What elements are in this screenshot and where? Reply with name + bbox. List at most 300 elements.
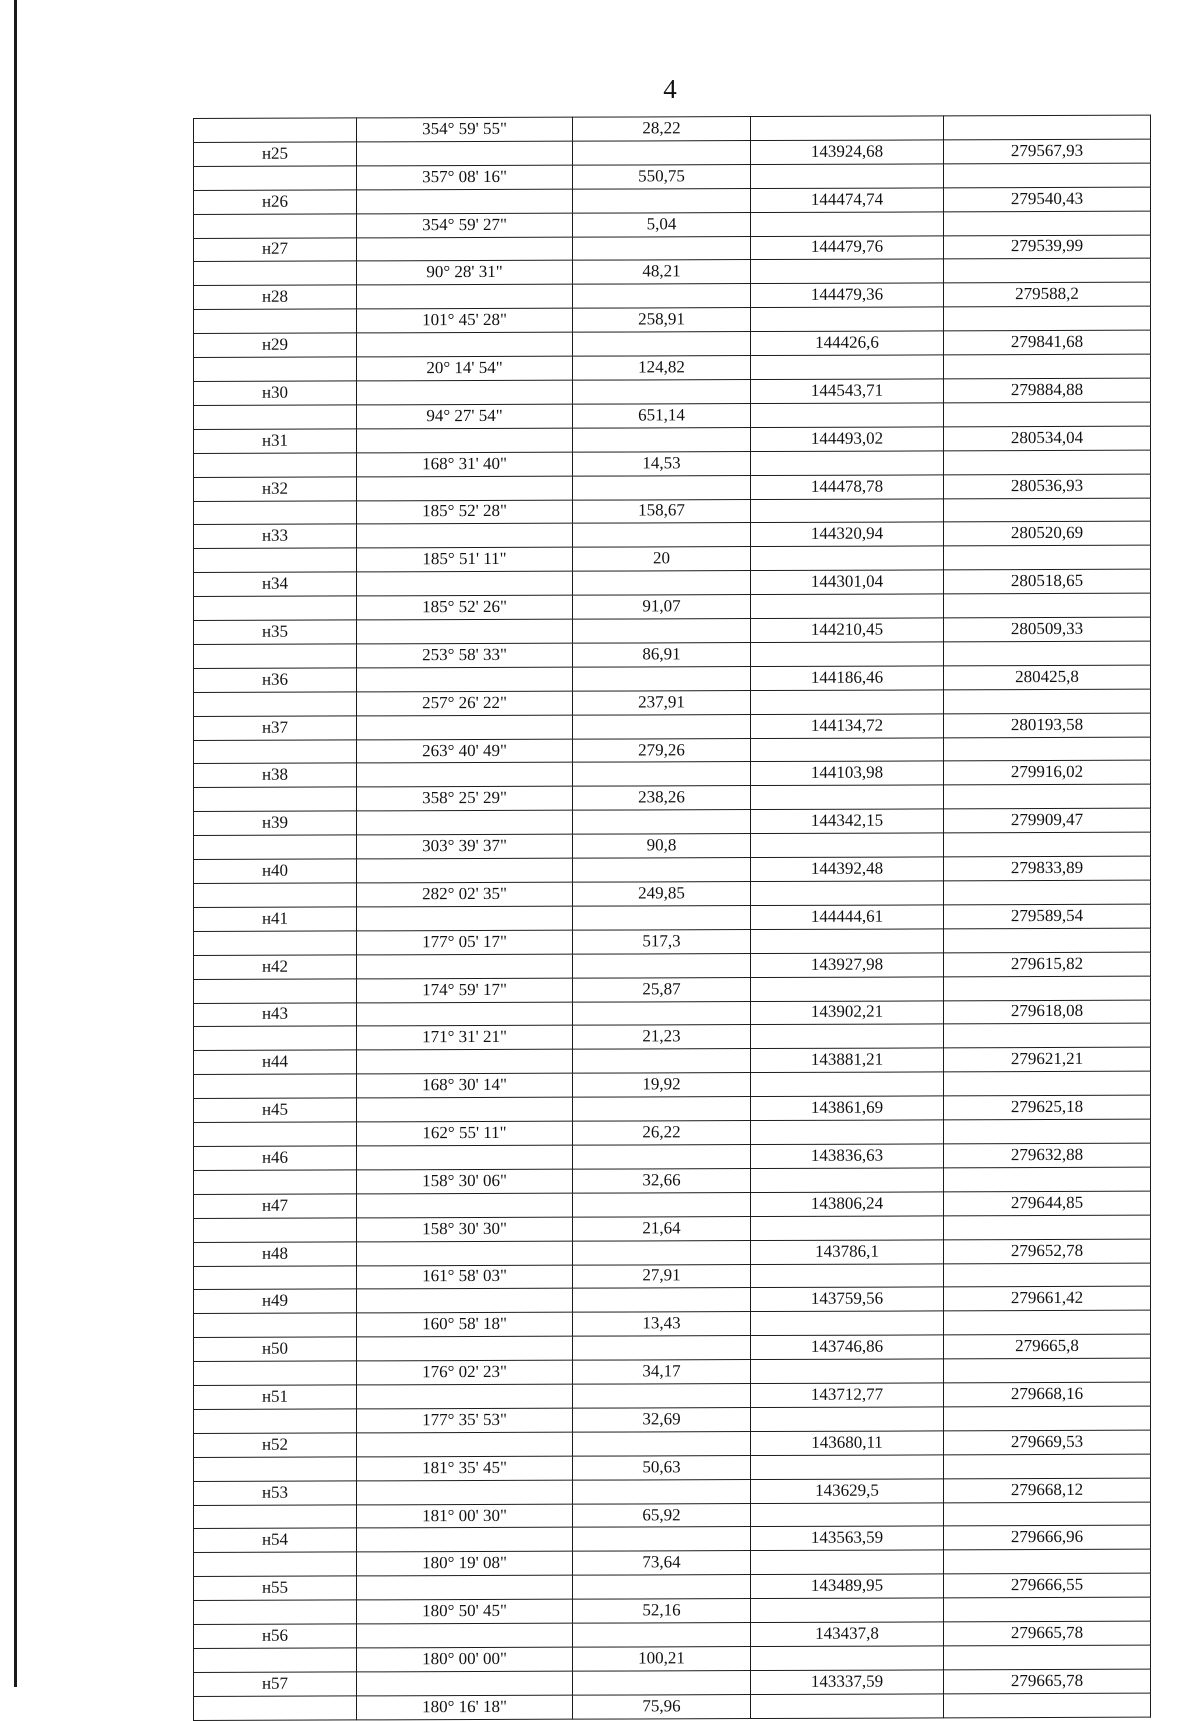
y-coordinate-cell — [944, 1358, 1151, 1383]
direction-angle-cell — [357, 428, 573, 453]
point-cell — [194, 931, 357, 955]
point-cell — [194, 548, 357, 572]
point-cell: н35 — [194, 620, 357, 644]
direction-angle-cell — [357, 141, 573, 166]
table-row — [194, 1048, 1151, 1075]
direction-angle-cell: 354° 59' 27" — [357, 213, 573, 238]
segment-length-cell: 550,75 — [573, 164, 751, 189]
table-row — [194, 1693, 1151, 1720]
x-coordinate-cell — [751, 1598, 944, 1623]
segment-length-cell — [573, 810, 751, 835]
y-coordinate-cell: 279665,78 — [944, 1669, 1151, 1694]
segment-length-cell: 32,66 — [573, 1168, 751, 1193]
direction-angle-cell — [357, 1336, 573, 1361]
point-cell — [194, 1122, 357, 1146]
segment-length-cell — [573, 619, 751, 644]
direction-angle-cell — [357, 285, 573, 310]
table-row — [194, 1310, 1151, 1337]
segment-length-cell: 124,82 — [573, 356, 751, 381]
x-coordinate-cell — [751, 1502, 944, 1527]
direction-angle-cell — [357, 1241, 573, 1266]
point-cell — [194, 309, 357, 333]
point-cell: н25 — [194, 142, 357, 166]
segment-length-cell: 279,26 — [573, 738, 751, 763]
direction-angle-cell — [357, 1671, 573, 1696]
direction-angle-cell: 158° 30' 30" — [357, 1217, 573, 1242]
x-coordinate-cell: 143629,5 — [751, 1479, 944, 1504]
segment-length-cell: 34,17 — [573, 1360, 751, 1385]
direction-angle-cell — [357, 1145, 573, 1170]
point-cell — [194, 1600, 357, 1624]
direction-angle-cell — [357, 763, 573, 788]
point-cell: н54 — [194, 1528, 357, 1552]
segment-length-cell — [573, 1623, 751, 1648]
table-row — [194, 904, 1151, 931]
y-coordinate-cell: 279539,99 — [944, 235, 1151, 260]
direction-angle-cell: 168° 31' 40" — [357, 452, 573, 477]
direction-angle-cell — [357, 1623, 573, 1648]
table-row — [194, 1215, 1151, 1242]
x-coordinate-cell — [751, 451, 944, 476]
direction-angle-cell: 177° 35' 53" — [357, 1408, 573, 1433]
direction-angle-cell: 185° 51' 11" — [357, 547, 573, 572]
x-coordinate-cell — [751, 1072, 944, 1097]
point-cell — [194, 1648, 357, 1672]
table-row — [194, 235, 1151, 262]
x-coordinate-cell — [751, 259, 944, 284]
y-coordinate-cell — [944, 498, 1151, 523]
segment-length-cell — [573, 523, 751, 548]
table-row — [194, 665, 1151, 692]
table-row — [194, 1621, 1151, 1648]
segment-length-cell: 73,64 — [573, 1551, 751, 1576]
table-row — [194, 259, 1151, 286]
table-row — [194, 1239, 1151, 1266]
point-cell: н56 — [194, 1624, 357, 1648]
x-coordinate-cell — [751, 546, 944, 571]
direction-angle-cell — [357, 715, 573, 740]
table-row — [194, 1597, 1151, 1624]
segment-length-cell: 238,26 — [573, 786, 751, 811]
table-row — [194, 1167, 1151, 1194]
point-cell: н28 — [194, 285, 357, 309]
segment-length-cell: 158,67 — [573, 499, 751, 524]
x-coordinate-cell — [751, 785, 944, 810]
segment-length-cell — [573, 1575, 751, 1600]
x-coordinate-cell: 144426,6 — [751, 331, 944, 356]
table-row — [194, 522, 1151, 549]
x-coordinate-cell — [751, 403, 944, 428]
x-coordinate-cell — [751, 116, 944, 141]
table-row — [194, 1550, 1151, 1577]
x-coordinate-cell: 143881,21 — [751, 1048, 944, 1073]
y-coordinate-cell — [944, 1406, 1151, 1431]
segment-length-cell: 50,63 — [573, 1455, 751, 1480]
y-coordinate-cell — [944, 545, 1151, 570]
x-coordinate-cell — [751, 1359, 944, 1384]
segment-length-cell — [573, 1431, 751, 1456]
y-coordinate-cell — [944, 1502, 1151, 1527]
table-row — [194, 1095, 1151, 1122]
direction-angle-cell — [357, 810, 573, 835]
point-cell — [194, 1409, 357, 1433]
y-coordinate-cell — [944, 641, 1151, 666]
y-coordinate-cell — [944, 1119, 1151, 1144]
point-cell — [194, 405, 357, 429]
x-coordinate-cell: 143861,69 — [751, 1096, 944, 1121]
table-row — [194, 1669, 1151, 1696]
point-cell: н50 — [194, 1337, 357, 1361]
direction-angle-cell: 174° 59' 17" — [357, 978, 573, 1003]
table-row — [194, 880, 1151, 907]
table-row — [194, 211, 1151, 238]
table-row — [194, 1478, 1151, 1505]
x-coordinate-cell — [751, 1407, 944, 1432]
segment-length-cell: 249,85 — [573, 882, 751, 907]
segment-length-cell — [573, 762, 751, 787]
x-coordinate-cell: 144210,45 — [751, 618, 944, 643]
point-cell — [194, 787, 357, 811]
segment-length-cell — [573, 188, 751, 213]
point-cell — [194, 214, 357, 238]
x-coordinate-cell — [751, 1694, 944, 1719]
y-coordinate-cell: 279588,2 — [944, 283, 1151, 308]
table-row — [194, 1024, 1151, 1051]
point-cell — [194, 1218, 357, 1242]
y-coordinate-cell: 279625,18 — [944, 1095, 1151, 1120]
y-coordinate-cell — [944, 450, 1151, 475]
segment-length-cell — [573, 1001, 751, 1026]
table-row — [194, 832, 1151, 859]
table-row — [194, 689, 1151, 716]
table-row — [194, 1143, 1151, 1170]
point-cell — [194, 883, 357, 907]
x-coordinate-cell — [751, 977, 944, 1002]
x-coordinate-cell — [751, 737, 944, 762]
point-cell — [194, 1457, 357, 1481]
point-cell: н52 — [194, 1433, 357, 1457]
segment-length-cell — [573, 332, 751, 357]
segment-length-cell: 48,21 — [573, 260, 751, 285]
x-coordinate-cell — [751, 1550, 944, 1575]
x-coordinate-cell: 143680,11 — [751, 1431, 944, 1456]
y-coordinate-cell — [944, 1454, 1151, 1479]
direction-angle-cell: 253° 58' 33" — [357, 643, 573, 668]
y-coordinate-cell: 279632,88 — [944, 1143, 1151, 1168]
direction-angle-cell: 162° 55' 11" — [357, 1121, 573, 1146]
table-row — [194, 354, 1151, 381]
y-coordinate-cell — [944, 976, 1151, 1001]
segment-length-cell — [573, 1192, 751, 1217]
direction-angle-cell: 176° 02' 23" — [357, 1360, 573, 1385]
direction-angle-cell — [357, 380, 573, 405]
table-row — [194, 450, 1151, 477]
table-row — [194, 498, 1151, 525]
direction-angle-cell — [357, 1384, 573, 1409]
table-row — [194, 378, 1151, 405]
point-cell: н36 — [194, 668, 357, 692]
segment-length-cell: 91,07 — [573, 595, 751, 620]
point-cell: н57 — [194, 1672, 357, 1696]
y-coordinate-cell: 279615,82 — [944, 952, 1151, 977]
point-cell: н40 — [194, 859, 357, 883]
direction-angle-cell: 181° 00' 30" — [357, 1504, 573, 1529]
x-coordinate-cell: 144479,36 — [751, 283, 944, 308]
table-row — [194, 163, 1151, 190]
direction-angle-cell — [357, 667, 573, 692]
x-coordinate-cell: 143806,24 — [751, 1192, 944, 1217]
table-row — [194, 1191, 1151, 1218]
y-coordinate-cell — [944, 1310, 1151, 1335]
segment-length-cell — [573, 1527, 751, 1552]
segment-length-cell: 32,69 — [573, 1407, 751, 1432]
segment-length-cell: 651,14 — [573, 403, 751, 428]
point-cell: н47 — [194, 1194, 357, 1218]
point-cell — [194, 1265, 357, 1289]
point-cell — [194, 692, 357, 716]
table-row — [194, 856, 1151, 883]
direction-angle-cell — [357, 906, 573, 931]
y-coordinate-cell — [944, 1550, 1151, 1575]
segment-length-cell: 237,91 — [573, 690, 751, 715]
direction-angle-cell — [357, 237, 573, 262]
y-coordinate-cell — [944, 880, 1151, 905]
y-coordinate-cell: 279909,47 — [944, 808, 1151, 833]
direction-angle-cell: 357° 08' 16" — [357, 165, 573, 190]
segment-length-cell: 5,04 — [573, 212, 751, 237]
x-coordinate-cell — [751, 212, 944, 237]
x-coordinate-cell: 143902,21 — [751, 1000, 944, 1025]
y-coordinate-cell: 280425,8 — [944, 665, 1151, 690]
point-cell — [194, 453, 357, 477]
segment-length-cell — [573, 1145, 751, 1170]
point-cell: н45 — [194, 1098, 357, 1122]
y-coordinate-cell: 280193,58 — [944, 713, 1151, 738]
y-coordinate-cell — [944, 163, 1151, 188]
segment-length-cell: 258,91 — [573, 308, 751, 333]
table-row — [194, 952, 1151, 979]
segment-length-cell — [573, 284, 751, 309]
direction-angle-cell: 171° 31' 21" — [357, 1026, 573, 1051]
direction-angle-cell — [357, 1432, 573, 1457]
table-row — [194, 1000, 1151, 1027]
y-coordinate-cell — [944, 259, 1151, 284]
segment-length-cell — [573, 1288, 751, 1313]
point-cell — [194, 644, 357, 668]
point-cell: н32 — [194, 477, 357, 501]
y-coordinate-cell — [944, 928, 1151, 953]
y-coordinate-cell: 279589,54 — [944, 904, 1151, 929]
x-coordinate-cell — [751, 594, 944, 619]
x-coordinate-cell: 144479,76 — [751, 235, 944, 260]
table-row — [194, 545, 1151, 572]
segment-length-cell — [573, 475, 751, 500]
y-coordinate-cell — [944, 354, 1151, 379]
table-row — [194, 593, 1151, 620]
segment-length-cell — [573, 953, 751, 978]
table-row — [194, 1430, 1151, 1457]
table-row — [194, 569, 1151, 596]
x-coordinate-cell: 144320,94 — [751, 522, 944, 547]
y-coordinate-cell: 279668,16 — [944, 1382, 1151, 1407]
direction-angle-cell: 263° 40' 49" — [357, 739, 573, 764]
y-coordinate-cell — [944, 1167, 1151, 1192]
table-row — [194, 283, 1151, 310]
x-coordinate-cell: 144342,15 — [751, 809, 944, 834]
x-coordinate-cell — [751, 1646, 944, 1671]
direction-angle-cell: 358° 25' 29" — [357, 787, 573, 812]
direction-angle-cell — [357, 1289, 573, 1314]
point-cell — [194, 357, 357, 381]
direction-angle-cell: 20° 14' 54" — [357, 356, 573, 381]
direction-angle-cell: 354° 59' 55" — [357, 117, 573, 142]
point-cell — [194, 1696, 357, 1720]
table-row — [194, 713, 1151, 740]
y-coordinate-cell: 279884,88 — [944, 378, 1151, 403]
segment-length-cell — [573, 1479, 751, 1504]
x-coordinate-cell: 143927,98 — [751, 953, 944, 978]
point-cell — [194, 596, 357, 620]
point-cell: н48 — [194, 1242, 357, 1266]
segment-length-cell — [573, 905, 751, 930]
scan-edge — [14, 0, 17, 1687]
point-cell: н26 — [194, 190, 357, 214]
x-coordinate-cell: 143489,95 — [751, 1574, 944, 1599]
segment-length-cell: 21,64 — [573, 1216, 751, 1241]
y-coordinate-cell — [944, 306, 1151, 331]
direction-angle-cell — [357, 476, 573, 501]
direction-angle-cell: 180° 19' 08" — [357, 1552, 573, 1577]
table-row — [194, 139, 1151, 166]
y-coordinate-cell: 279618,08 — [944, 1000, 1151, 1025]
direction-angle-cell: 101° 45' 28" — [357, 308, 573, 333]
point-cell: н46 — [194, 1146, 357, 1170]
point-cell: н39 — [194, 811, 357, 835]
direction-angle-cell — [357, 1050, 573, 1075]
table-row — [194, 928, 1151, 955]
table-row — [194, 1502, 1151, 1529]
direction-angle-cell: 303° 39' 37" — [357, 834, 573, 859]
x-coordinate-cell — [751, 164, 944, 189]
segment-length-cell — [573, 714, 751, 739]
y-coordinate-cell: 280536,93 — [944, 474, 1151, 499]
x-coordinate-cell — [751, 498, 944, 523]
segment-length-cell: 86,91 — [573, 642, 751, 667]
x-coordinate-cell — [751, 929, 944, 954]
y-coordinate-cell — [944, 593, 1151, 618]
direction-angle-cell: 177° 05' 17" — [357, 930, 573, 955]
point-cell: н37 — [194, 716, 357, 740]
table-row — [194, 426, 1151, 453]
direction-angle-cell — [357, 332, 573, 357]
segment-length-cell — [573, 236, 751, 261]
coordinates-table — [193, 115, 1151, 1721]
point-cell: н30 — [194, 381, 357, 405]
table-row — [194, 976, 1151, 1003]
segment-length-cell: 75,96 — [573, 1694, 751, 1719]
table-row — [194, 474, 1151, 501]
segment-length-cell: 90,8 — [573, 834, 751, 859]
x-coordinate-cell: 144543,71 — [751, 379, 944, 404]
point-cell: н43 — [194, 1002, 357, 1026]
direction-angle-cell — [357, 1002, 573, 1027]
segment-length-cell: 25,87 — [573, 977, 751, 1002]
x-coordinate-cell: 143563,59 — [751, 1526, 944, 1551]
segment-length-cell — [573, 1049, 751, 1074]
segment-length-cell — [573, 427, 751, 452]
table-row — [194, 402, 1151, 429]
x-coordinate-cell: 143786,1 — [751, 1239, 944, 1264]
y-coordinate-cell — [944, 211, 1151, 236]
point-cell: н34 — [194, 572, 357, 596]
segment-length-cell — [573, 858, 751, 883]
direction-angle-cell: 160° 58' 18" — [357, 1312, 573, 1337]
table-row — [194, 1406, 1151, 1433]
table-row — [194, 330, 1151, 357]
direction-angle-cell: 185° 52' 26" — [357, 595, 573, 620]
table-row — [194, 1526, 1151, 1553]
y-coordinate-cell: 279669,53 — [944, 1430, 1151, 1455]
point-cell — [194, 1170, 357, 1194]
point-cell — [194, 118, 357, 142]
direction-angle-cell: 90° 28' 31" — [357, 261, 573, 286]
x-coordinate-cell: 143437,8 — [751, 1622, 944, 1647]
segment-length-cell — [573, 1670, 751, 1695]
direction-angle-cell — [357, 524, 573, 549]
direction-angle-cell — [357, 858, 573, 883]
y-coordinate-cell: 279666,55 — [944, 1573, 1151, 1598]
table-row — [194, 761, 1151, 788]
direction-angle-cell — [357, 1480, 573, 1505]
point-cell: н42 — [194, 955, 357, 979]
direction-angle-cell: 185° 52' 28" — [357, 500, 573, 525]
point-cell: н27 — [194, 237, 357, 261]
point-cell — [194, 1552, 357, 1576]
table-row — [194, 115, 1151, 142]
table-row — [194, 1645, 1151, 1672]
y-coordinate-cell: 279841,68 — [944, 330, 1151, 355]
y-coordinate-cell: 279661,42 — [944, 1287, 1151, 1312]
direction-angle-cell: 168° 30' 14" — [357, 1073, 573, 1098]
table-row — [194, 737, 1151, 764]
point-cell — [194, 1504, 357, 1528]
segment-length-cell: 20 — [573, 547, 751, 572]
direction-angle-cell: 282° 02' 35" — [357, 882, 573, 907]
y-coordinate-cell — [944, 737, 1151, 762]
point-cell: н44 — [194, 1050, 357, 1074]
y-coordinate-cell: 279666,96 — [944, 1526, 1151, 1551]
direction-angle-cell — [357, 571, 573, 596]
y-coordinate-cell: 279540,43 — [944, 187, 1151, 212]
y-coordinate-cell — [944, 1263, 1151, 1288]
y-coordinate-cell — [944, 689, 1151, 714]
direction-angle-cell — [357, 954, 573, 979]
table-row — [194, 617, 1151, 644]
table-row — [194, 1382, 1151, 1409]
direction-angle-cell: 180° 16' 18" — [357, 1695, 573, 1720]
x-coordinate-cell — [751, 1263, 944, 1288]
x-coordinate-cell: 144444,61 — [751, 905, 944, 930]
x-coordinate-cell: 144103,98 — [751, 761, 944, 786]
x-coordinate-cell: 144474,74 — [751, 188, 944, 213]
segment-length-cell — [573, 1097, 751, 1122]
y-coordinate-cell — [944, 785, 1151, 810]
x-coordinate-cell: 144301,04 — [751, 570, 944, 595]
page-number: 4 — [663, 74, 677, 104]
point-cell — [194, 1026, 357, 1050]
x-coordinate-cell: 144493,02 — [751, 427, 944, 452]
direction-angle-cell — [357, 619, 573, 644]
